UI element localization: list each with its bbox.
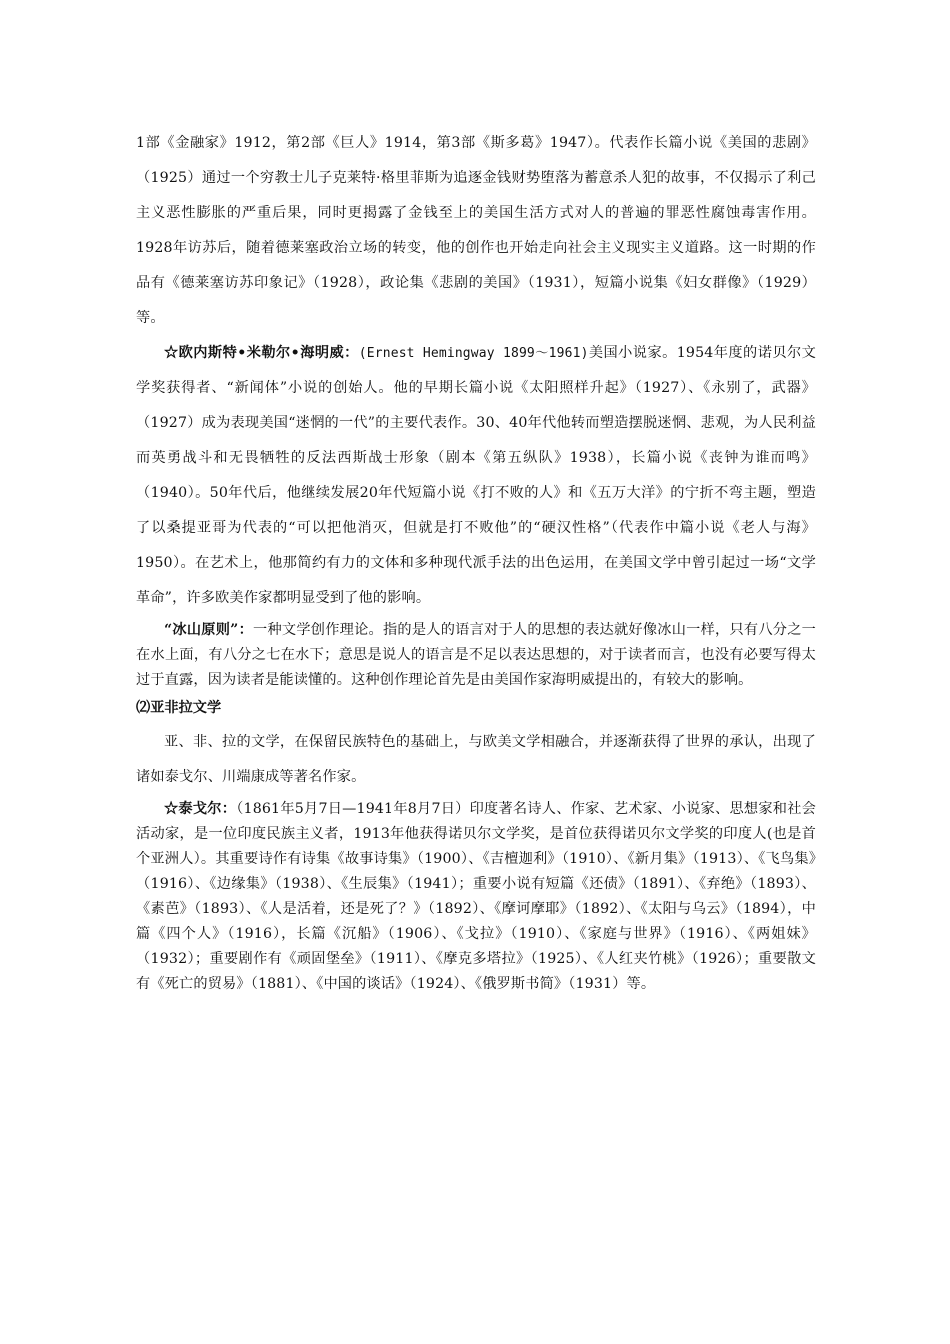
- hemingway-paren-open: (: [358, 346, 367, 361]
- hemingway-paragraph: [136, 336, 816, 616]
- tagore-text: （1861年5月7日—1941年8月7日）印度著名诗人、作家、艺术家、小说家、思想家和社会活动家，是一位印度民族主义者，1913年他获得诺贝尔文学奖，是首位获得诺贝尔文学奖的印度人(也是首个亚洲人）。其重要诗作有诗集《故事诗集》（1900）、《吉檀迦利》（1910）、《新月集》（1913）、《飞鸟集》（1916）、《边缘集》（1938）、《生辰集》（1941）；重要小说有短篇《还债》（1891）、《弃绝》（1893）、《素芭》（1893）、《人是活着，还是死了？》（1892）、《摩诃摩耶》（1892）、《太阳与乌云》（1894），中篇《四个人》（1916），长篇《沉船》（1906）、《戈拉》（1910）、《家庭与世界》（1916）、《两姐妹》（1932）；重要剧作有《顽固堡垒》（1911）、《摩克多塔拉》（1925）、《人红夹竹桃》（1926）；重要散文有《死亡的贸易》（1881）、《中国的谈话》（1924）、《俄罗斯书简》（1931）等。: [136, 801, 816, 992]
- document-page: [136, 120, 816, 997]
- hemingway-title: ☆欧内斯特•米勒尔•海明威：: [164, 345, 359, 361]
- iceberg-text: 一种文学创作理论。指的是人的语言对于人的思想的表达就好像冰山一样，只有八分之一在水上面，有八分之七在水下；意思是说人的语言是不足以表达思想的，对于读者而言，也没有必要写得太过于直露，因为读者是能读懂的。这种创作理论首先是由美国作家海明威提出的，有较大的影响。: [136, 622, 816, 688]
- section-heading: ⑵亚非拉文学: [136, 700, 222, 716]
- dreiser-text: 1部《金融家》1912，第2部《巨人》1914，第3部《斯多葛》1947）。代表作长篇小说《美国的悲剧》（1925）通过一个穷教士儿子克莱特·格里菲斯为追逐金钱财势堕落为蓄意杀人犯的故事，不仅揭示了利己主义恶性膨胀的严重后果，同时更揭露了金钱至上的美国生活方式对人的普遍的罪恶性腐蚀毒害作用。1928年访苏后，随着德莱塞政治立场的转变，他的创作也开始走向社会主义现实主义道路。这一时期的作品有《德莱塞访苏印象记》（1928），政论集《悲剧的美国》（1931），短篇小说集《妇女群像》（1929）等。: [136, 135, 816, 326]
- dreiser-paragraph: [136, 126, 816, 336]
- tagore-paragraph: [136, 797, 816, 997]
- hemingway-english-name: Ernest Hemingway 1899～1961: [366, 346, 581, 361]
- hemingway-text: 美国小说家。1954年度的诺贝尔文学奖获得者、“新闻体”小说的创始人。他的早期长篇小说《太阳照样升起》（1927）、《永别了，武器》（1927）成为表现美国“迷惘的一代”的主要代表作。30、40年代他转而塑造摆脱迷惘、悲观，为人民利益而英勇战斗和无畏牺牲的反法西斯战士形象（剧本《第五纵队》1938），长篇小说《丧钟为谁而鸣》（1940）。50年代后，他继续发展20年代短篇小说《打不败的人》和《五万大洋》的宁折不弯主题，塑造了以桑提亚哥为代表的“可以把他消灭，但就是打不败他”的“硬汉性格”（代表作中篇小说《老人与海》1950）。在艺术上，他那简约有力的文体和多种现代派手法的出色运用，在美国文学中曾引起过一场“文学革命”，许多欧美作家都明显受到了他的影响。: [136, 345, 816, 606]
- iceberg-paragraph: [136, 618, 816, 693]
- tagore-title: ☆泰戈尔：: [164, 801, 237, 817]
- hemingway-paren-close: ): [580, 346, 589, 361]
- section-intro: [136, 725, 816, 795]
- section-intro-text: 亚、非、拉的文学，在保留民族特色的基础上，与欧美文学相融合，并逐渐获得了世界的承认，出现了诸如泰戈尔、川端康成等著名作家。: [136, 734, 816, 785]
- iceberg-title: “冰山原则”：: [164, 622, 254, 638]
